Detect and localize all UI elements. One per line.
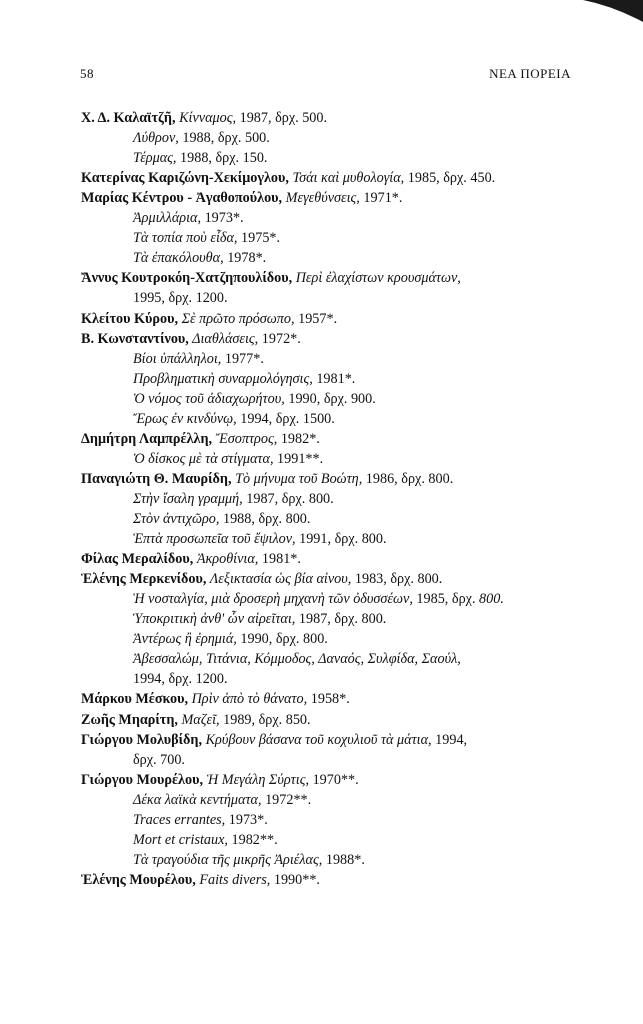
publication-details: 1986, δρχ. 800. bbox=[362, 470, 454, 487]
publication-details: 1987, δρχ. 800. bbox=[242, 490, 334, 507]
page-header bbox=[80, 66, 571, 86]
work-title: Περὶ ἐλαχίστων κρουσμάτων, bbox=[292, 270, 461, 287]
entry-continuation-line bbox=[133, 649, 461, 669]
publication-details: 1994, δρχ. 1500. bbox=[236, 410, 335, 427]
author-name: Ζωῆς Μηαρίτη, bbox=[81, 711, 178, 728]
work-title: Μεγεθύνσεις, bbox=[282, 190, 360, 207]
entry-continuation-line bbox=[133, 669, 228, 689]
publication-details: 1988, δρχ. 500. bbox=[178, 130, 270, 147]
entry-continuation-line bbox=[133, 810, 268, 830]
work-title: Τὰ τοπία ποὺ εἶδα, bbox=[133, 230, 238, 247]
work-title: Τὸ μήνυμα τοῦ Βοώτη, bbox=[231, 470, 363, 487]
work-title: Διαθλάσεις, bbox=[188, 330, 259, 347]
publication-details: 1972**. bbox=[261, 791, 312, 808]
entry-continuation-line bbox=[133, 850, 365, 870]
work-title: Ἡ νοσταλγία, μιὰ δροσερὴ μηχανὴ τῶν ὀδυσσέων, bbox=[133, 591, 413, 608]
publication-details: 1972*. bbox=[258, 330, 301, 347]
publication-details: 1978*. bbox=[223, 250, 267, 267]
publication-details: 1988, δρχ. 150. bbox=[176, 150, 268, 167]
entry-author-line bbox=[81, 549, 301, 569]
work-title: Τσάι καὶ μυθολογία, bbox=[288, 170, 405, 187]
publication-details: 1988, δρχ. 800. bbox=[219, 511, 311, 527]
author-name: Κατερίνας Καριζώνη-Χεκίμογλου, bbox=[81, 170, 289, 187]
entry-author-line bbox=[81, 710, 311, 730]
author-name: Μάρκου Μέσκου, bbox=[81, 691, 189, 708]
entry-continuation-line bbox=[133, 609, 386, 629]
work-title: 800. bbox=[475, 591, 504, 608]
work-title: Ἀντέρως ἢ ἐρημιά, bbox=[133, 631, 237, 648]
publication-details: 1971*. bbox=[359, 190, 403, 207]
work-title: Traces errantes, bbox=[133, 811, 226, 828]
work-title: Στὸν ἀντιχῶρο, bbox=[133, 511, 220, 527]
entry-author-line bbox=[81, 309, 337, 329]
entry-continuation-line bbox=[133, 288, 228, 308]
work-title: Ἀρμιλλάρια, bbox=[133, 210, 202, 227]
work-title: Τὰ τραγούδια τῆς μικρῆς Ἀριέλας, bbox=[133, 851, 323, 868]
author-name: Γιώργου Μουρέλου, bbox=[81, 771, 204, 788]
author-name: Κλείτου Κύρου, bbox=[81, 310, 179, 327]
entry-author-line bbox=[81, 870, 320, 890]
work-title: Στὴν ἴσαλη γραμμή, bbox=[133, 490, 243, 507]
entry-continuation-line bbox=[133, 409, 335, 429]
work-title: Ὁ δίσκος μὲ τὰ στίγματα, bbox=[133, 450, 274, 467]
work-title: Ἔρως ἐν κινδύνῳ, bbox=[133, 410, 237, 427]
entry-continuation-line bbox=[133, 529, 387, 549]
entry-continuation-line bbox=[133, 128, 270, 148]
work-title: Mort et cristaux, bbox=[133, 831, 228, 848]
author-name: Μαρίας Κέντρου - Ἀγαθοπούλου, bbox=[81, 190, 283, 207]
work-title: Ἔσοπτρος, bbox=[212, 430, 278, 447]
entry-continuation-line bbox=[133, 148, 267, 168]
entry-continuation-line bbox=[133, 248, 266, 268]
author-name: Δημήτρη Λαμπρέλλη, bbox=[81, 430, 213, 447]
work-title: Ὑποκριτικὴ ἀνθ' ὧν αἱρεῖται, bbox=[133, 611, 296, 628]
author-name: Ἑλένης Μερκενίδου, bbox=[81, 571, 207, 588]
entry-continuation-line bbox=[133, 208, 244, 228]
work-title: Τέρμας, bbox=[133, 150, 177, 167]
work-title: Ὁ νόμος τοῦ ἀδιαχωρήτου, bbox=[133, 390, 285, 407]
entry-author-line bbox=[81, 730, 467, 750]
work-title: Ἀβεσσαλώμ, Τιτάνια, Κόμμοδος, Δαναός, Συλφίδα, Σαούλ, bbox=[133, 651, 461, 668]
work-title: Προβληματικὴ συναρμολόγησις, bbox=[133, 370, 313, 387]
publication-details: 1981*. bbox=[312, 370, 356, 387]
entry-author-line bbox=[81, 168, 495, 188]
publication-details: 1981*. bbox=[258, 551, 301, 568]
publication-details: δρχ. 700. bbox=[133, 751, 185, 768]
entry-author-line bbox=[81, 188, 402, 208]
publication-details: 1987, δρχ. 800. bbox=[295, 611, 387, 628]
work-title: Λεξικτασία ὡς βία αἰνου, bbox=[206, 571, 352, 588]
publication-details: 1988*. bbox=[322, 851, 365, 868]
publication-details: 1983, δρχ. 800. bbox=[351, 571, 443, 588]
publication-details: 1987, δρχ. 500. bbox=[236, 110, 328, 126]
page-corner-shadow bbox=[583, 0, 643, 22]
publication-details: 1994, bbox=[431, 731, 468, 748]
publication-details: 1982**. bbox=[227, 831, 278, 848]
work-title: Faits divers, bbox=[195, 871, 271, 888]
entry-continuation-line bbox=[133, 750, 185, 770]
entry-author-line bbox=[81, 108, 327, 128]
work-title: Κρύβουν βάσανα τοῦ κοχυλιοῦ τὰ μάτια, bbox=[202, 731, 432, 748]
entry-continuation-line bbox=[133, 790, 311, 810]
entry-author-line bbox=[81, 268, 461, 288]
publication-details: 1991, δρχ. 800. bbox=[295, 531, 387, 548]
publication-details: 1985, δρχ. bbox=[412, 591, 476, 608]
publication-details: 1989, δρχ. 850. bbox=[219, 711, 311, 728]
work-title: Λύθρον, bbox=[133, 130, 179, 147]
publication-details: 1982*. bbox=[277, 430, 320, 447]
publication-details: 1990, δρχ. 900. bbox=[284, 390, 376, 407]
entry-continuation-line bbox=[133, 228, 280, 248]
author-name: Ἑλένης Μουρέλου, bbox=[81, 871, 196, 888]
author-name: Φίλας Μεραλίδου, bbox=[81, 551, 194, 568]
work-title: Δέκα λαϊκὰ κεντήματα, bbox=[133, 791, 262, 808]
entry-author-line bbox=[81, 469, 453, 489]
entry-continuation-line bbox=[133, 830, 278, 850]
publication-details: 1985, δρχ. 450. bbox=[404, 170, 496, 187]
publication-details: 1957*. bbox=[294, 310, 338, 327]
work-title: Βίοι ὑπάλληλοι, bbox=[133, 350, 222, 367]
publication-details: 1973*. bbox=[201, 210, 244, 227]
publication-details: 1990, δρχ. 800. bbox=[236, 631, 328, 648]
publication-details: 1958*. bbox=[307, 691, 350, 708]
author-name: Παναγιώτη Θ. Μαυρίδη, bbox=[81, 470, 232, 487]
entry-continuation-line bbox=[133, 369, 355, 389]
work-title: Ἑπτὰ προσωπεῖα τοῦ ἔψιλον, bbox=[133, 531, 296, 548]
publication-details: 1995, δρχ. 1200. bbox=[133, 290, 228, 307]
entry-continuation-line bbox=[133, 449, 323, 469]
entry-continuation-line bbox=[133, 589, 504, 609]
entry-continuation-line bbox=[133, 349, 264, 369]
entry-author-line bbox=[81, 689, 350, 709]
publication-details: 1973*. bbox=[225, 811, 268, 828]
work-title: Κίνναμος, bbox=[175, 110, 237, 126]
work-title: Μαζεῖ, bbox=[177, 711, 220, 728]
publication-details: 1977*. bbox=[221, 350, 264, 367]
author-name: Ἄννυς Κουτροκόη-Χατζηπουλίδου, bbox=[81, 270, 293, 287]
publication-details: 1991**. bbox=[273, 450, 324, 467]
work-title: Πρὶν ἀπὸ τὸ θάνατο, bbox=[188, 691, 308, 708]
publication-details: 1990**. bbox=[270, 871, 320, 888]
work-title: Ἀκροθίνια, bbox=[193, 551, 259, 568]
entry-continuation-line bbox=[133, 509, 310, 529]
entry-author-line bbox=[81, 429, 320, 449]
entry-author-line bbox=[81, 569, 442, 589]
running-title: ΝΕΑ ΠΟΡΕΙΑ bbox=[489, 66, 571, 81]
author-name: Χ. Δ. Καλαϊτζῆ, bbox=[81, 110, 176, 126]
work-title: Τὰ ἐπακόλουθα, bbox=[133, 250, 224, 267]
work-title: Σὲ πρῶτο πρόσωπο, bbox=[178, 310, 295, 327]
author-name: Γιώργου Μολυβίδη, bbox=[81, 731, 203, 748]
entry-continuation-line bbox=[133, 629, 328, 649]
page-number: 58 bbox=[80, 66, 94, 81]
entry-continuation-line bbox=[133, 389, 376, 409]
author-name: Β. Κωνσταντίνου, bbox=[81, 330, 189, 347]
entry-continuation-line bbox=[133, 489, 334, 509]
entry-author-line bbox=[81, 329, 301, 349]
publication-details: 1975*. bbox=[237, 230, 281, 247]
entry-author-line bbox=[81, 770, 359, 790]
work-title: Ἡ Μεγάλη Σύρτις, bbox=[203, 771, 310, 788]
publication-details: 1994, δρχ. 1200. bbox=[133, 671, 228, 688]
publication-details: 1970**. bbox=[309, 771, 359, 788]
